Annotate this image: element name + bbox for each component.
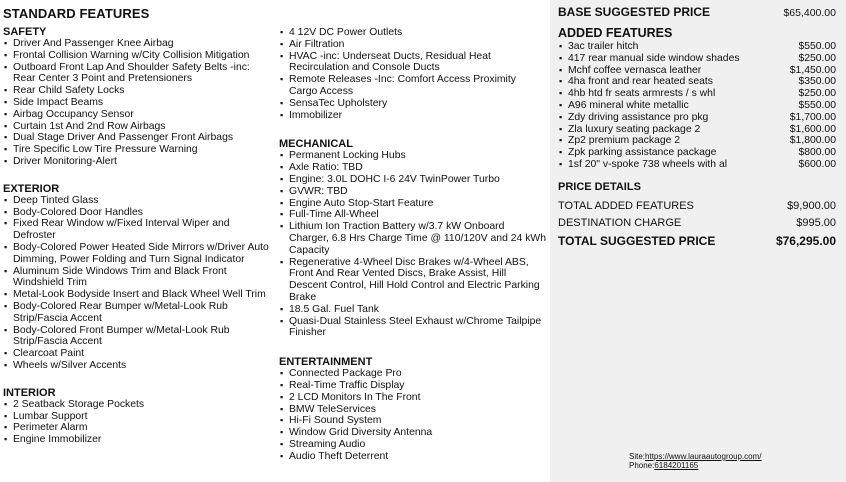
- added-feature-row: [550, 53, 846, 65]
- base-price-value: $65,400.00: [783, 7, 836, 19]
- added-feature-name: ▪ Zpk parking assistance package: [568, 147, 717, 159]
- feature-item: ▪ Engine Immobilizer: [3, 434, 275, 446]
- added-feature-row: [550, 76, 846, 88]
- added-feature-price: $1,450.00: [789, 64, 836, 76]
- added-features-list: [550, 41, 846, 171]
- total-added-value: $9,900.00: [787, 199, 836, 212]
- added-feature-name: ▪ Zdy driving assistance pro pkg: [568, 111, 709, 123]
- added-feature-name: ▪ Zp2 premium package 2: [568, 135, 681, 147]
- added-feature-name: ▪ 3ac trailer hitch: [568, 41, 639, 52]
- added-feature-row: [550, 135, 846, 147]
- feature-item: ▪ Aluminum Side Windows Trim and Black Front Windshield Trim: [3, 266, 275, 290]
- added-feature-row: [550, 88, 846, 100]
- feature-item: ▪ Rear Child Safety Locks: [3, 85, 275, 97]
- feature-item: ▪ Air Filtration: [279, 39, 547, 51]
- feature-item: ▪ Immobilizer: [279, 110, 547, 122]
- standard-features-title: STANDARD FEATURES: [3, 6, 150, 21]
- feature-item: ▪ 2 Seatback Storage Pockets: [3, 399, 275, 411]
- feature-item: ▪ Wheels w/Silver Accents: [3, 360, 275, 372]
- added-feature-row: [550, 159, 846, 171]
- feature-item: ▪ Perimeter Alarm: [3, 422, 275, 434]
- feature-item: ▪ Body-Colored Rear Bumper w/Metal-Look Rub Strip/Fascia Accent: [3, 301, 275, 325]
- feature-item: ▪ Real-Time Traffic Display: [279, 380, 547, 392]
- feature-item: ▪ Engine: 3.0L DOHC I-6 24V TwinPower Turbo: [279, 174, 547, 186]
- added-feature-row: [550, 124, 846, 136]
- feature-item: ▪ Tire Specific Low Tire Pressure Warning: [3, 144, 275, 156]
- total-price-row: [550, 232, 846, 250]
- added-feature-price: $550.00: [798, 41, 836, 52]
- feature-item: ▪ Window Grid Diversity Antenna: [279, 427, 547, 439]
- feature-item: ▪ Axle Ratio: TBD: [279, 162, 547, 174]
- added-feature-name: ▪ 1sf 20" v-spoke 738 wheels with al: [568, 158, 728, 170]
- feature-item: ▪ Lumbar Support: [3, 411, 275, 423]
- added-feature-price: $250.00: [798, 88, 836, 100]
- added-feature-row: [550, 65, 846, 77]
- entertainment-list: [279, 368, 547, 462]
- feature-item: ▪ Dual Stage Driver And Passenger Front Airbags: [3, 132, 275, 144]
- added-feature-row: [550, 41, 846, 53]
- feature-item: ▪ Body-Colored Power Heated Side Mirrors w/Driver Auto Dimming, Power Folding and Turn Signal Indicator: [3, 242, 275, 266]
- feature-item: ▪ Quasi-Dual Stainless Steel Exhaust w/Chrome Tailpipe Finisher: [279, 316, 547, 340]
- feature-item: ▪ Hi-Fi Sound System: [279, 415, 547, 427]
- feature-item: ▪ Clearcoat Paint: [3, 348, 275, 360]
- feature-item: ▪ Curtain 1st And 2nd Row Airbags: [3, 121, 275, 133]
- entertainment-title: ENTERTAINMENT: [279, 356, 373, 369]
- destination-label: DESTINATION CHARGE: [558, 216, 682, 229]
- added-feature-name: ▪ Mchf coffee vernasca leather: [568, 64, 702, 76]
- added-feature-row: [550, 147, 846, 159]
- feature-item: ▪ Streaming Audio: [279, 439, 547, 451]
- total-added-row: [550, 198, 846, 215]
- feature-item: ▪ Lithium Ion Traction Battery w/3.7 kW Onboard Charger, 6.8 Hrs Charge Time @ 110/120V and 24 kWh Capacity: [279, 221, 547, 256]
- interior-list-continued: [279, 27, 547, 121]
- feature-item: ▪ Driver And Passenger Knee Airbag: [3, 38, 275, 50]
- site-link[interactable]: https://www.lauraautogroup.com/: [645, 452, 762, 461]
- price-details-title: PRICE DETAILS: [558, 180, 641, 193]
- destination-value: $995.00: [796, 216, 836, 229]
- interior-list: [3, 399, 275, 446]
- exterior-list: [3, 195, 275, 372]
- feature-item: ▪ GVWR: TBD: [279, 186, 547, 198]
- feature-item: ▪ BMW TeleServices: [279, 404, 547, 416]
- feature-item: ▪ Driver Monitoring-Alert: [3, 156, 275, 168]
- added-feature-price: $350.00: [798, 76, 836, 88]
- feature-item: ▪ Remote Releases -Inc: Comfort Access Proximity Cargo Access: [279, 74, 547, 98]
- safety-list: [3, 38, 275, 168]
- added-feature-price: $800.00: [798, 147, 836, 159]
- feature-item: ▪ SensaTec Upholstery: [279, 98, 547, 110]
- interior-title: INTERIOR: [3, 386, 56, 399]
- mechanical-title: MECHANICAL: [279, 138, 353, 151]
- added-feature-row: [550, 100, 846, 112]
- pricing-panel: [550, 0, 846, 482]
- site-label: Site:: [629, 452, 646, 461]
- feature-item: ▪ Metal-Look Bodyside Insert and Black Wheel Well Trim: [3, 289, 275, 301]
- base-price-label: BASE SUGGESTED PRICE: [558, 5, 711, 19]
- added-feature-name: ▪ Zla luxury seating package 2: [568, 123, 701, 135]
- dealer-contact: [629, 452, 762, 470]
- features-column-middle: [279, 0, 547, 463]
- added-feature-name: ▪ 417 rear manual side window shades: [568, 52, 740, 64]
- feature-item: ▪ Connected Package Pro: [279, 368, 547, 380]
- added-feature-price: $550.00: [798, 99, 836, 111]
- feature-item: ▪ Airbag Occupancy Sensor: [3, 109, 275, 121]
- added-feature-row: [550, 112, 846, 124]
- feature-item: ▪ Body-Colored Front Bumper w/Metal-Look Rub Strip/Fascia Accent: [3, 325, 275, 349]
- phone-label: Phone:: [629, 461, 655, 470]
- feature-item: ▪ 2 LCD Monitors In The Front: [279, 392, 547, 404]
- added-feature-price: $1,800.00: [789, 135, 836, 147]
- mechanical-list: [279, 150, 547, 339]
- base-price-row: [550, 5, 846, 19]
- feature-item: ▪ Side Impact Beams: [3, 97, 275, 109]
- feature-item: ▪ Outboard Front Lap And Shoulder Safety Belts -inc: Rear Center 3 Point and Pretensioners: [3, 62, 275, 86]
- added-features-title: ADDED FEATURES: [558, 26, 673, 40]
- safety-title: SAFETY: [3, 26, 47, 38]
- feature-item: ▪ Permanent Locking Hubs: [279, 150, 547, 162]
- added-feature-price: $250.00: [798, 52, 836, 64]
- feature-item: ▪ Frontal Collision Warning w/City Collision Mitigation: [3, 50, 275, 62]
- feature-item: ▪ Deep Tinted Glass: [3, 195, 275, 207]
- feature-item: ▪ 4 12V DC Power Outlets: [279, 27, 547, 39]
- destination-row: [550, 215, 846, 232]
- features-column-left: [3, 0, 275, 446]
- added-feature-name: ▪ 4ha front and rear heated seats: [568, 76, 713, 88]
- added-feature-name: ▪ 4hb htd fr seats armrests / s whl: [568, 88, 716, 100]
- feature-item: ▪ Body-Colored Door Handles: [3, 207, 275, 219]
- feature-item: ▪ 18.5 Gal. Fuel Tank: [279, 304, 547, 316]
- total-added-label: TOTAL ADDED FEATURES: [558, 199, 694, 212]
- feature-item: ▪ Full-Time All-Wheel: [279, 209, 547, 221]
- phone-link[interactable]: 6184201165: [654, 461, 699, 470]
- feature-item: ▪ Fixed Rear Window w/Fixed Interval Wiper and Defroster: [3, 218, 275, 242]
- feature-item: ▪ HVAC -inc: Underseat Ducts, Residual Heat Recirculation and Console Ducts: [279, 51, 547, 75]
- added-feature-name: ▪ A96 mineral white metallic: [568, 99, 689, 111]
- added-feature-price: $600.00: [798, 158, 836, 170]
- feature-item: ▪ Regenerative 4-Wheel Disc Brakes w/4-Wheel ABS, Front And Rear Vented Discs, Brake Assist, Hill Descent Control, Hill Hold Control and Electric Parking Brake: [279, 257, 547, 304]
- total-price-label: TOTAL SUGGESTED PRICE: [558, 233, 716, 248]
- exterior-title: EXTERIOR: [3, 182, 60, 195]
- total-price-value: $76,295.00: [775, 233, 836, 248]
- feature-item: ▪ Audio Theft Deterrent: [279, 451, 547, 463]
- added-feature-price: $1,700.00: [789, 111, 836, 123]
- added-feature-price: $1,600.00: [789, 123, 836, 135]
- feature-item: ▪ Engine Auto Stop-Start Feature: [279, 198, 547, 210]
